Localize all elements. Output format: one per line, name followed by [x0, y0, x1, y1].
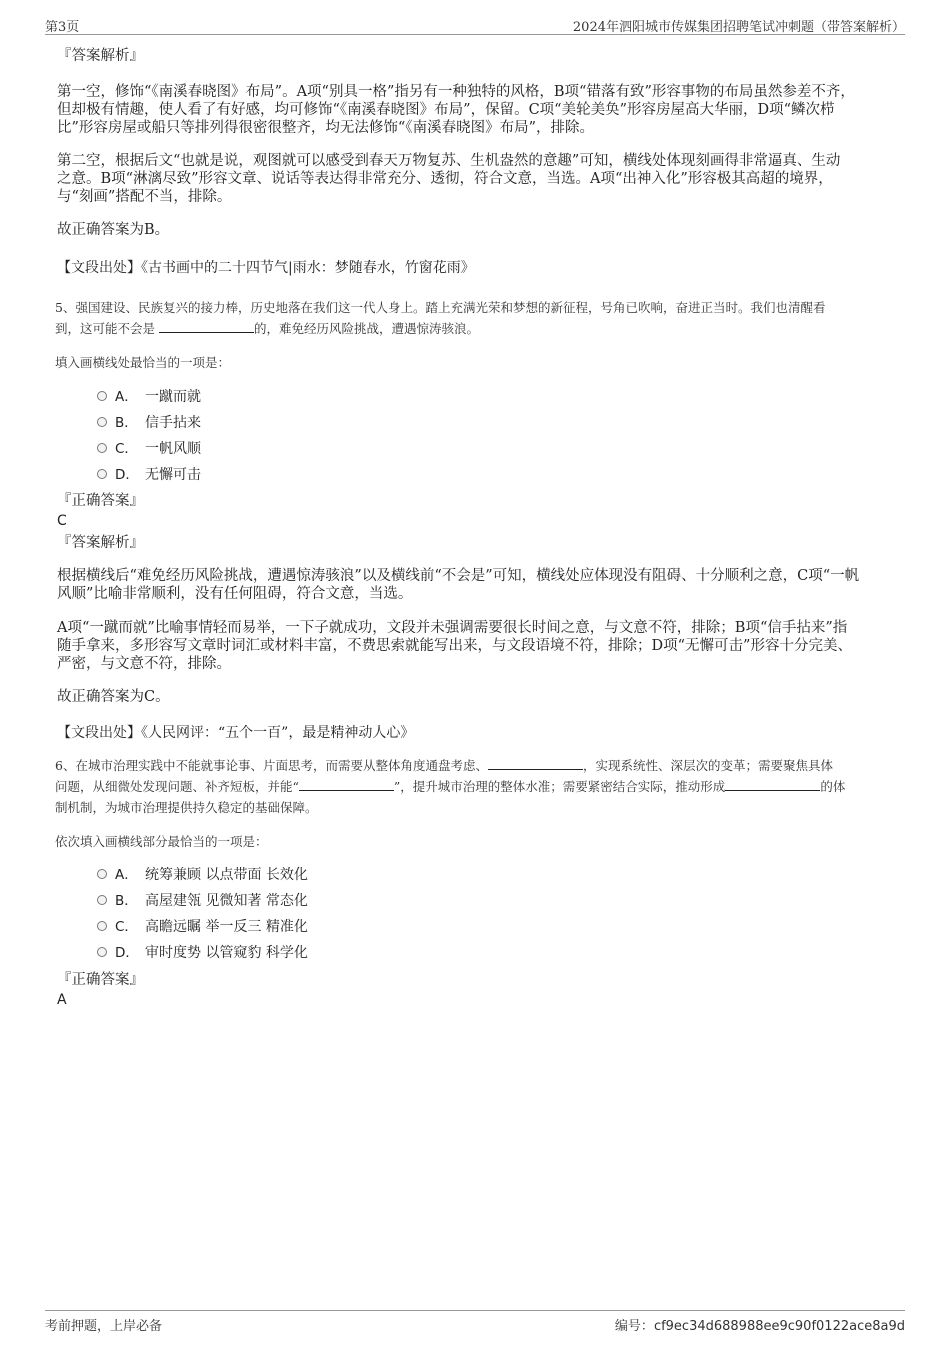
- q5-analysis-para2-line1: A项“一蹴而就”比喻事情轻而易举，一下子就成功，文段并未强调需要很长时间之意，与文意不符，排除；B项“信手拈来”指: [57, 620, 848, 636]
- q5-stem-line2: [55, 318, 900, 339]
- q5-option-a[interactable]: A． 一蹴而就: [97, 387, 201, 407]
- footer-code-value: cf9ec34d688988ee9c90f0122ace8a9d: [653, 1319, 905, 1334]
- q6-blank-1: [488, 757, 583, 770]
- document-title: 2024年泗阳城市传媒集团招聘笔试冲刺题（带答案解析）: [572, 20, 905, 35]
- q5-analysis-para1-line1: 根据横线后“难免经历风险挑战，遭遇惊涛骇浪”以及横线前“不会是”可知，横线处应体现没有阻碍、十分顺利之意，C项“一帆: [57, 568, 860, 584]
- page-footer: [45, 1310, 905, 1333]
- radio-icon[interactable]: [97, 921, 107, 931]
- q5-analysis-para1-line2: 风顺”比喻非常顺利，没有任何阻碍，符合文意，当选。: [57, 586, 413, 602]
- q6-stem-line2: 问题，从细微处发现问题、补齐短板，并能“ ”，提升城市治理的整体水准；需要紧密结合实际，推动形成 的体: [55, 779, 846, 794]
- q6-blank-2: [299, 778, 394, 791]
- footer-code: [615, 1315, 905, 1334]
- q6-blank-3: [725, 778, 820, 791]
- q6-stem-line1: 6、在城市治理实践中不能就事论事、片面思考，而需要从整体角度通盘考虑、 ，实现系统性、深层次的变革；需要聚焦具体: [55, 758, 833, 773]
- page-number: 第3页: [45, 20, 80, 35]
- radio-icon[interactable]: [97, 417, 107, 427]
- radio-icon[interactable]: [97, 895, 107, 905]
- q4-analysis-label: 『答案解析』: [57, 48, 144, 64]
- q6-option-d[interactable]: D． 审时度势 以管窥豹 科学化: [97, 943, 308, 963]
- footer-code-label: 编号：: [614, 1319, 654, 1334]
- q5-conclusion: 故正确答案为C。: [57, 689, 170, 705]
- page-header: [45, 14, 905, 35]
- q6-prompt: 依次填入画横线部分最恰当的一项是：: [55, 834, 268, 849]
- radio-icon[interactable]: [97, 869, 107, 879]
- q5-analysis-label: 『答案解析』: [57, 535, 144, 551]
- q5-stem-line1: 5、强国建设、民族复兴的接力棒，历史地落在我们这一代人身上。踏上充满光荣和梦想的新征程，号角已吹响，奋进正当时。我们也清醒看: [55, 300, 826, 315]
- radio-icon[interactable]: [97, 469, 107, 479]
- q4-analysis-para1-line3: 比”形容房屋或船只等排列得很密很整齐，均无法修饰“《南溪春晓图》布局”，排除。: [57, 120, 594, 136]
- q4-analysis-para2-line3: 与“刻画”搭配不当，排除。: [57, 189, 232, 205]
- q5-source: 【文段出处】《人民网评：“五个一百”，最是精神动人心》: [57, 725, 415, 741]
- q6-option-b[interactable]: B． 高屋建瓴 见微知著 常态化: [97, 891, 308, 911]
- q5-option-c[interactable]: C． 一帆风顺: [97, 439, 201, 459]
- radio-icon[interactable]: [97, 443, 107, 453]
- q5-stem-part-b: 的，难免经历风险挑战，遭遇惊涛骇浪。: [254, 321, 480, 336]
- q5-option-d[interactable]: D． 无懈可击: [97, 465, 201, 485]
- q4-analysis-para1-line1: 第一空，修饰“《南溪春晓图》布局”。A项“别具一格”指另有一种独特的风格，B项“错落有致”形容事物的布局虽然参差不齐，: [57, 84, 855, 100]
- q4-conclusion: 故正确答案为B。: [57, 222, 170, 238]
- q4-analysis-para1-line2: 但却极有情趣，使人看了有好感，均可修饰“《南溪春晓图》布局”，保留。C项“美轮美奂”形容房屋高大华丽，D项“鳞次栉: [57, 102, 835, 118]
- q6-option-a[interactable]: A． 统筹兼顾 以点带面 长效化: [97, 865, 308, 885]
- q5-correct-answer: C: [57, 513, 67, 529]
- q6-option-c[interactable]: C． 高瞻远瞩 举一反三 精准化: [97, 917, 308, 937]
- q5-stem-part-a: 到，这可能不会是: [55, 321, 156, 336]
- q5-analysis-para2-line2: 随手拿来，多形容写文章时词汇或材料丰富，不费思索就能写出来，与文段语境不符，排除；D项“无懈可击”形容十分完美、: [57, 638, 852, 654]
- q6-correct-answer: A: [57, 992, 67, 1008]
- q5-correct-label: 『正确答案』: [57, 493, 144, 509]
- q5-blank: [159, 320, 254, 333]
- q4-source: 【文段出处】《古书画中的二十四节气|雨水：梦随春水，竹窗花雨》: [57, 260, 475, 276]
- q5-prompt: 填入画横线处最恰当的一项是：: [55, 355, 231, 370]
- q5-option-b[interactable]: B． 信手拈来: [97, 413, 201, 433]
- q5-analysis-para2-line3: 严密，与文意不符，排除。: [57, 656, 231, 672]
- q6-correct-label: 『正确答案』: [57, 972, 144, 988]
- q4-analysis-para2-line1: 第二空，根据后文“也就是说，观图就可以感受到春天万物复苏、生机盎然的意趣”可知，横线处体现刻画得非常逼真、生动: [57, 153, 841, 169]
- footer-slogan: 考前押题，上岸必备: [45, 1319, 163, 1334]
- q6-stem-line3: 制机制，为城市治理提供持久稳定的基础保障。: [55, 800, 318, 815]
- q4-analysis-para2-line2: 之意。B项“淋漓尽致”形容文章、说话等表达得非常充分、透彻，符合文意，当选。A项“出神入化”形容极其高超的境界，: [57, 171, 833, 187]
- radio-icon[interactable]: [97, 947, 107, 957]
- radio-icon[interactable]: [97, 391, 107, 401]
